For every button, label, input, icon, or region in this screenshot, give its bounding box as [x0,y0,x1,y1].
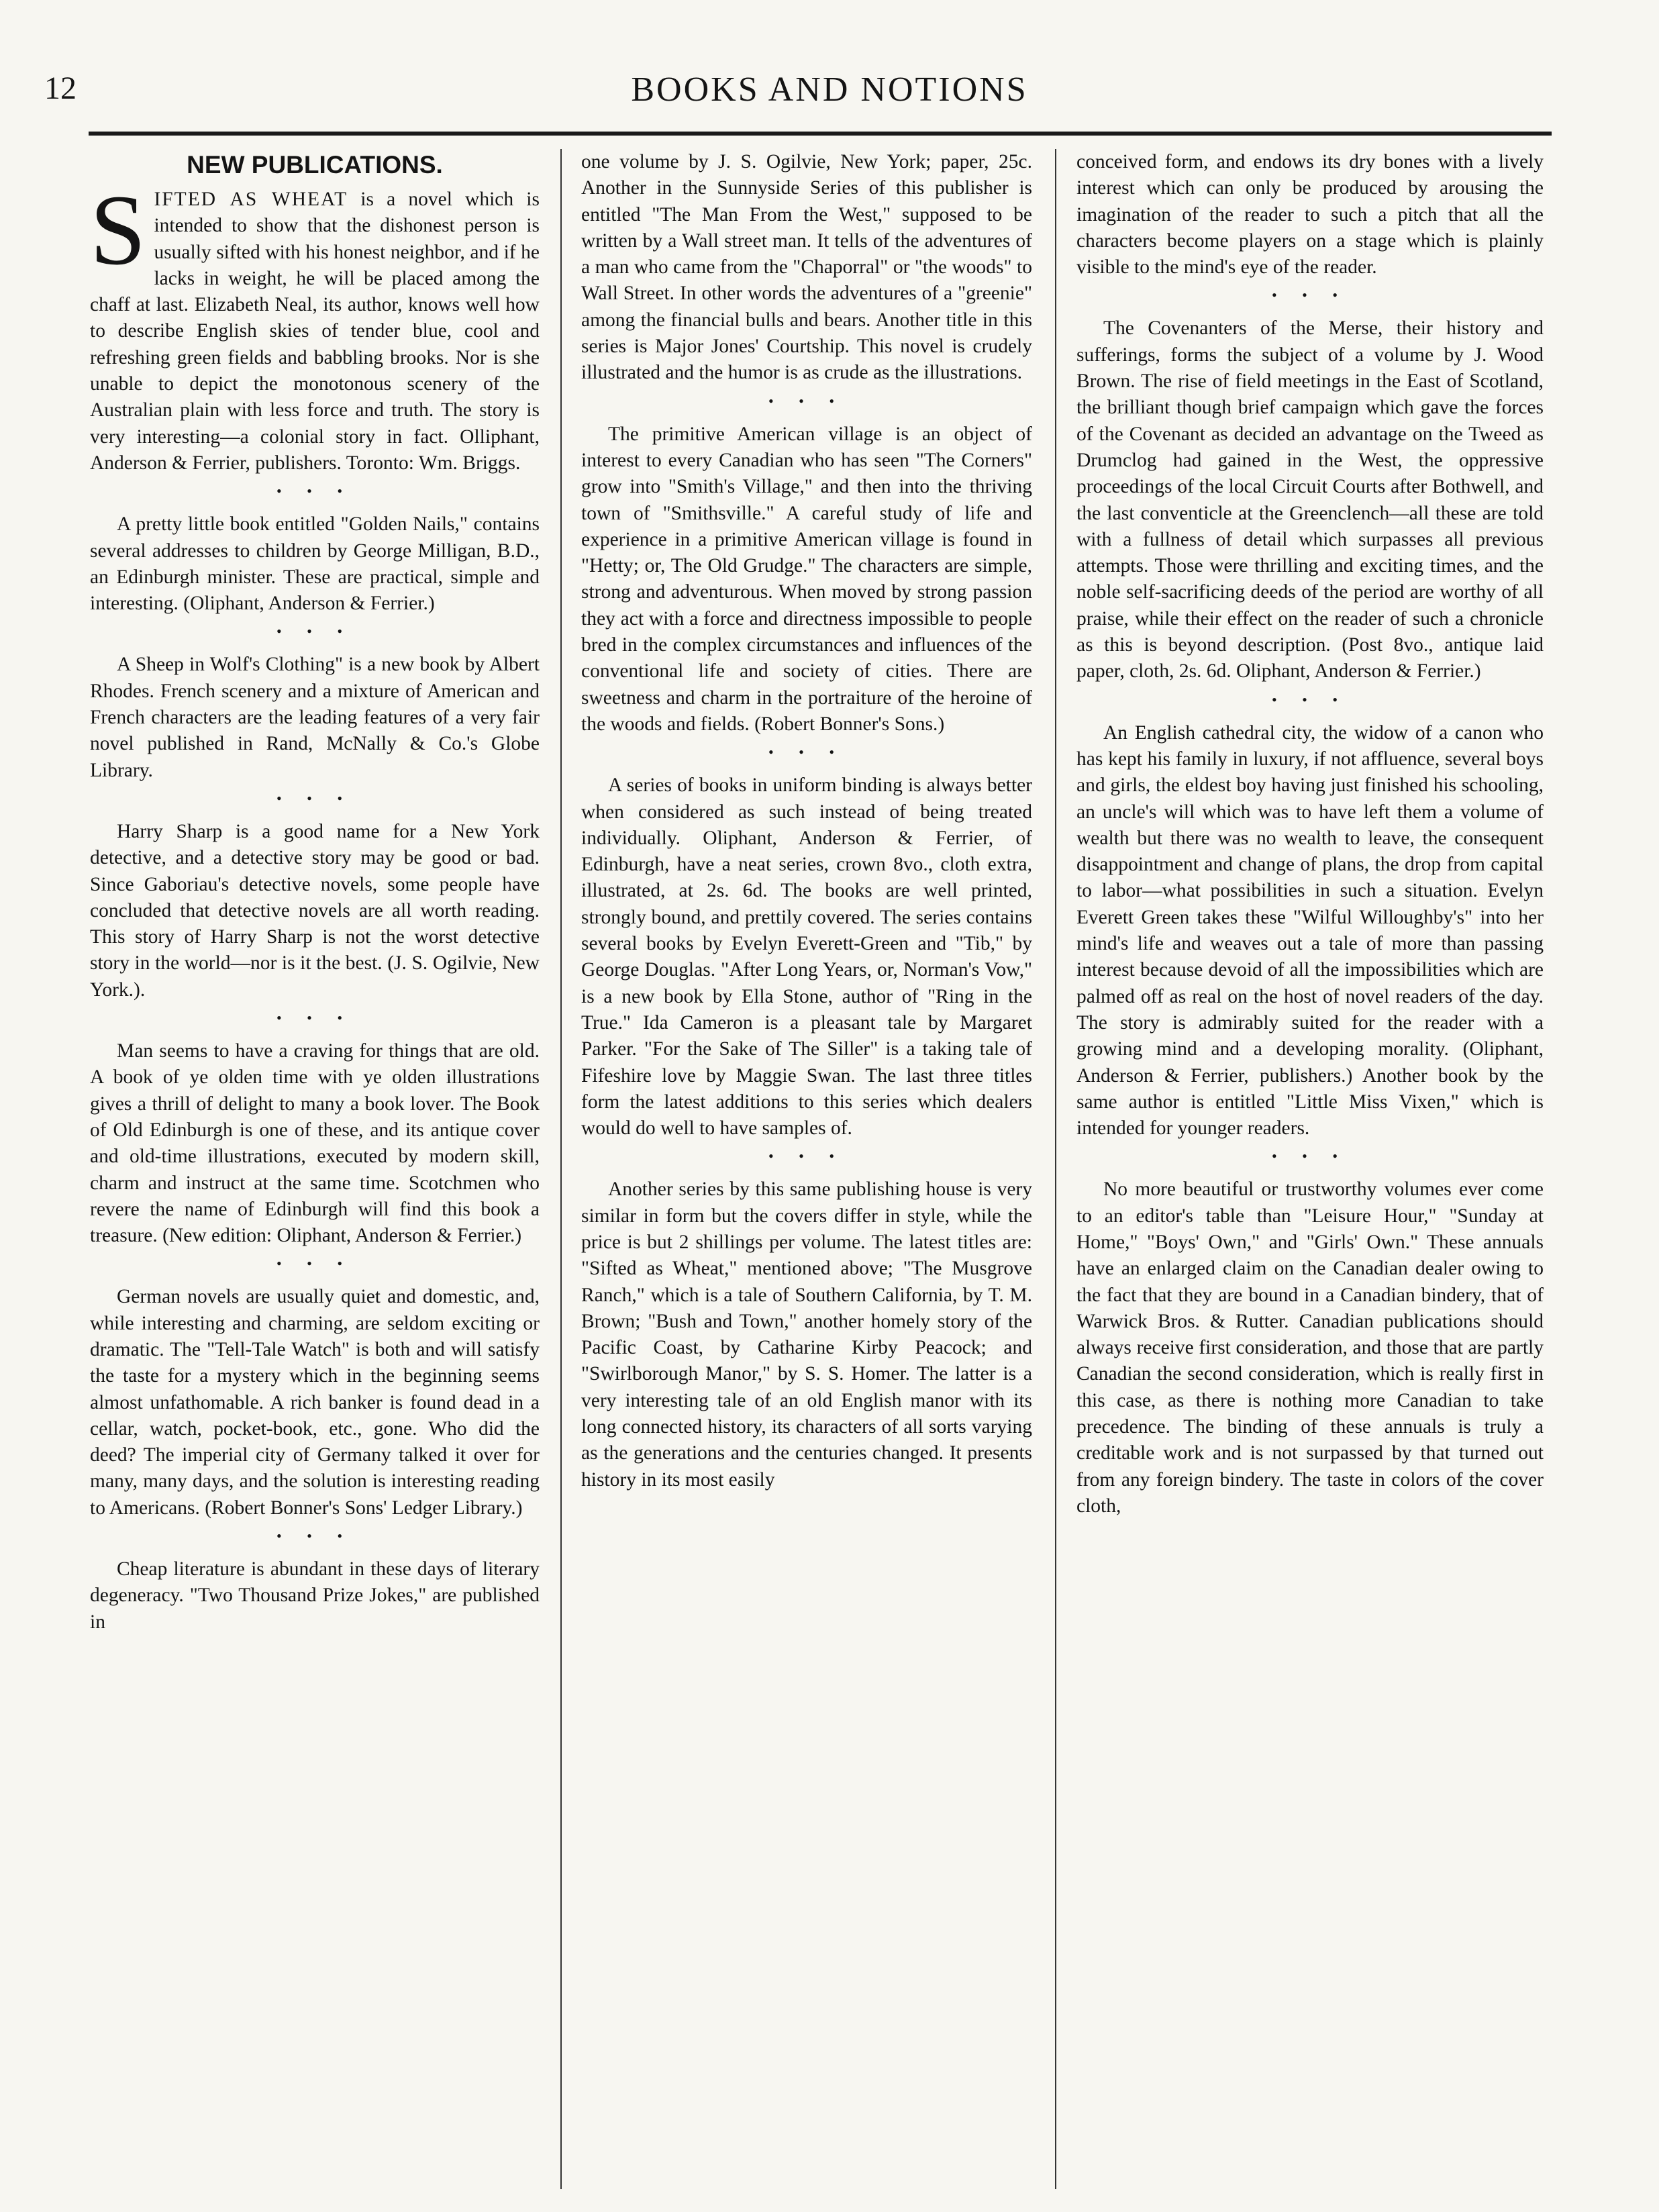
separator: • • • [1271,287,1349,304]
paragraph-another-series: Another series by this same publishing house is very similar in form but the covers differ in style, while the price is but 2 shillings per volume. The latest titles are: "Sifted as Wheat," mentioned above; "The Musgrove Ranch," which is a tale of Southern California, by T. M. Brown; "Bush and Town," another homely story of the Pacific Coast, by Catharine Kirby Peacock; and "Swirlborough Manor," by S. S. Homer. The latter is a very interesting tale of an old English manor with its long connected history, its characters of all sorts varying as the generations and the centuries changed. It presents history in its most easily [581,1178,1032,1491]
paragraph-golden-nails: A pretty little book entitled "Golden Nails," contains several addresses to children by George Milligan, B.D., an Edinburgh minister. These are practical, simple and interesting. (Oliphant, Anderson & Ferrier.) [90,513,540,615]
paragraph-sunnyside-series: one volume by J. S. Ogilvie, New York; paper, 25c. Another in the Sunnyside Series of this publisher is entitled "The Man From the West," supposed to be written by a Wall street man. It tells of the adventures of a man who came from the "Chaporral" or "the woods" to Wall Street. In other words the adventures of a "greenie" among the financial bulls and bears. Another title in this series is Major Jones' Courtship. This novel is crudely illustrated and the humor is as crude as the illustrations. [581,151,1032,384]
separator: • • • [276,483,354,500]
separator: • • • [276,1009,354,1027]
separator: • • • [276,1527,354,1545]
paragraph-covenanters: The Covenanters of the Merse, their history and sufferings, forms the subject of a volume by J. Wood Brown. The rise of field meetings in the East of Scotland, the brilliant though brief campaign which gave the forces of the Covenant as decided an advantage on the Tweed as Drumclog had gained in the West, the oppressive proceedings of the local Circuit Courts after Bothwell, and the last conventicle at the Greenclench—all these are told with a fullness of detail which surpasses all previous attempts. Those were thrilling and exciting times, and the noble self-sacrificing deeds of the period are worthy of all praise, while their effect on the reader of such a chronicle as this is beyond description. (Post 8vo., antique laid paper, cloth, 2s. 6d. Oliphant, Anderson & Ferrier.) [1076,317,1544,683]
section-title: NEW PUBLICATIONS. [187,151,443,179]
paragraph-tell-tale-watch: German novels are usually quiet and domestic, and, while interesting and charming, are seldom exciting or dramatic. The "Tell-Tale Watch" is both and will satisfy the taste for a mystery which in the beginning seems almost unfathomable. A rich banker is found dead in a cellar, watch, pocket-book, etc., gone. Who did the deed? The imperial city of Germany talked it over for many, many days, and the solution is interesting reading to Americans. (Robert Bonner's Sons' Ledger Library.) [90,1286,540,1519]
lead-words: IFTED AS WHEAT [154,189,348,210]
separator: • • • [276,623,354,640]
paragraph-american-village: The primitive American village is an object of interest to every Canadian who has seen "The Corners" grow into "Smith's Village," and then into the thriving town of "Smithsville." A careful study of life and experience in a primitive American village is found in "Hetty; or, The Old Grudge." The characters are simple, strong and adventurous. When moved by strong passion they act with a force and directness impossible to people bred in the complex circumstances and influences of the conventional life and society of cities. There are sweetness and charm in the portraiture of the heroine of the woods and fields. (Robert Bonner's Sons.) [581,423,1032,735]
drop-cap: S [90,174,146,286]
page-number: 12 [44,70,77,106]
separator: • • • [1271,691,1349,708]
paragraph-annuals: No more beautiful or trustworthy volumes ever come to an editor's table than "Leisure Hour," "Sunday at Home," "Boys' Own," and "Girls' Own." These annuals have an enlarged claim on the Canadian dealer owing to the fact that they are bound in a Canadian bindery, that of Warwick Bros. & Rutter. Canadian publications should always receive first consideration, and those that are partly Canadian the second consideration, which is really first in this case, as there is nothing more Canadian to take precedence. The binding of these annuals is truly a creditable work and is not surpassed by that turned out from any foreign bindery. The taste in colors of the cover cloth, [1076,1178,1544,1517]
paragraph-uniform-binding: A series of books in uniform binding is always better when considered as such instead of being treated individually. Oliphant, Anderson & Ferrier, of Edinburgh, have a neat series, crown 8vo., cloth extra, illustrated, at 2s. 6d. The books are well printed, strongly bound, and prettily covered. The series contains several books by Evelyn Everett-Green and "Tib," by George Douglas. "After Long Years, or, Norman's Vow," is a new book by Ella Stone, author of "Ring in the True." Ida Cameron is a pleasant tale by Margaret Parker. "For the Sake of The Siller" is a taking tale of Fifeshire love by Maggie Swan. The last three titles form the latest additions to this series which dealers would do well to have samples of. [581,774,1032,1140]
separator: • • • [768,392,846,409]
separator: • • • [768,744,846,761]
running-title: BOOKS AND NOTIONS [631,70,1028,109]
paragraph-conceived-form: conceived form, and endows its dry bones with a lively interest which can only be produced by arousing the imagination of the reader to such a pitch that all the characters become players on a stage which is plainly visible to the mind's eye of the reader. [1076,151,1544,279]
paragraph-text: is a novel which is intended to show that the dishonest person is usually sifted with his honest neighbor, and if he lacks in weight, he will be placed among the chaff at last. Elizabeth Neal, its author, knows well how to describe English skies of tender blue, cool and refreshing green fields and babbling brooks. Nor is she unable to depict the monotonous scenery of the Australian plain with less force and truth. The story is very interesting—a colonial story in fact. Olliphant, Anderson & Ferrier, publishers. Toronto: Wm. Briggs. [90,189,540,474]
column-3 [1076,149,1544,2189]
paragraph-harry-sharp: Harry Sharp is a good name for a New York detective, and a detective story may be good or bad. Since Gaboriau's detective novels, some people have concluded that detective novels are all worth reading. This story of Harry Sharp is not the worst detective story in the world—nor is it the best. (J. S. Ogilvie, New York.). [90,820,540,1001]
column-rule-left [560,149,562,2189]
separator: • • • [768,1148,846,1165]
separator: • • • [276,1255,354,1272]
header-rule [89,132,1552,136]
paragraph-old-edinburgh: Man seems to have a craving for things that are old. A book of ye olden time with ye olden illustrations gives a thrill of delight to many a book lover. The Book of Old Edinburgh is one of these, and its antique cover and old-time illustrations, executed by modern skill, charm and instruct at the same time. Scotchmen who revere the name of Edinburgh will find this book a treasure. (New edition: Oliphant, Anderson & Ferrier.) [90,1040,540,1247]
column-2 [581,149,1032,2189]
column-1 [90,149,540,2189]
paragraph-cathedral-city: An English cathedral city, the widow of a canon who has kept his family in luxury, if not affluence, several boys and girls, the eldest boy having just finished his schooling, an uncle's will which was to have left them a volume of wealth but there was no wealth to leave, the consequent disappointment and change of plans, the drop from capital to labor—what possibilities in such a situation. Evelyn Everett Green takes these "Wilful Willoughby's" into her mind's life and weaves out a tale of more than passing interest because devoid of all the impossibilities which are palmed off as real on the host of novel readers of the day. The story is admirably suited for the reader with a growing mind and a developing morality. (Oliphant, Anderson & Ferrier, publishers.) Another book by the same author is entitled "Little Miss Vixen," which is intended for younger readers. [1076,721,1544,1140]
column-rule-right [1055,149,1056,2189]
separator: • • • [1271,1148,1349,1165]
paragraph-sheep-in-wolfs-clothing: A Sheep in Wolf's Clothing" is a new book by Albert Rhodes. French scenery and a mixture of American and French characters are the leading features of a very fair novel published in Rand, McNally & Co.'s Globe Library. [90,654,540,781]
separator: • • • [276,789,354,807]
paragraph-sifted-as-wheat [90,174,540,476]
paragraph-cheap-literature: Cheap literature is abundant in these days of literary degeneracy. "Two Thousand Prize Jokes," are published in [90,1558,540,1633]
